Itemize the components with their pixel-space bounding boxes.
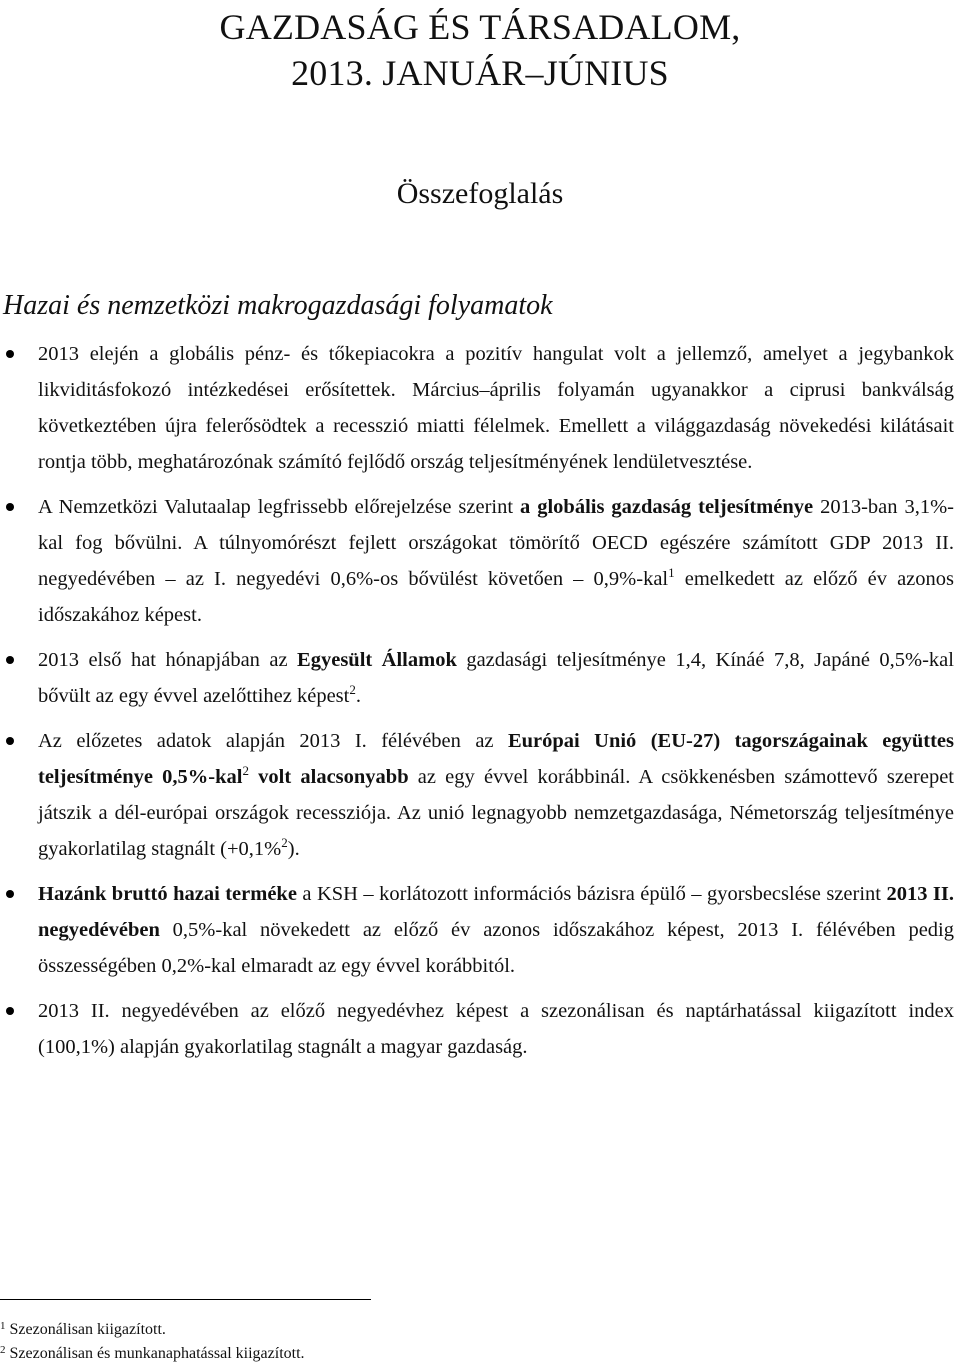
- footnote-divider: [0, 1299, 371, 1300]
- footnote-ref: 1: [668, 565, 675, 580]
- bullet-item-global-markets: [38, 336, 954, 480]
- bullet-text: 2013 elején a globális pénz- és tőkepiacokra a pozitív hangulat volt a jellemző, amelyet a jegybankok likviditásfokozó intézkedései erősítettek. Március–április folyamán ugyanakkor a ciprusi bankválság következtében újra felerősödtek a recesszió miatti félelmek. Emellett a világgazdaság növekedési kilátásait rontja több, meghatározónak számító fejlődő ország teljesítményének lendületvesztése.: [38, 343, 954, 473]
- document-title-line-2: 2013. JANUÁR–JÚNIUS: [291, 53, 669, 93]
- footnotes: [0, 1318, 950, 1366]
- bullet-text: a KSH – korlátozott információs bázisra épülő – gyorsbecslése szerint: [296, 883, 887, 905]
- bullet-bold-text: 2013 II. negyedévében: [38, 883, 954, 941]
- bullet-text: 2013 első hat hónapjában az: [38, 649, 298, 671]
- bullet-text: Az előzetes adatok alapján 2013 I. félévében az: [38, 730, 508, 752]
- footnote-2: [0, 1342, 950, 1366]
- footnote-ref: 2: [349, 682, 356, 697]
- bullet-bold-text: Hazánk bruttó hazai terméke: [38, 883, 297, 905]
- bullet-item-eu: [38, 723, 954, 867]
- bullet-text: 2013 II. negyedévében az előző negyedévhez képest a szezonálisan és naptárhatással kiigazított index (100,1%) alapján gyakorlatilag stagnált a magyar gazdaság.: [38, 1000, 954, 1058]
- footnote-text: Szezonálisan kiigazított.: [5, 1321, 166, 1338]
- bullet-list: [38, 336, 954, 1074]
- footnote-number: 1: [0, 1320, 6, 1332]
- bullet-text: gazdasági teljesítménye 1,4, Kínáé 7,8, Japáné 0,5%-kal bővült az egy évvel azelőttihez képest: [38, 649, 954, 707]
- bullet-text: emelkedett az előző év azonos időszakához képest.: [38, 568, 954, 626]
- bullet-item-hungary-gdp: [38, 876, 954, 984]
- footnote-1: [0, 1318, 950, 1342]
- bullet-bold-text: Európai Unió (EU-27) tagországainak együttes teljesítménye 0,5%-kal: [38, 730, 954, 788]
- bullet-text: A Nemzetközi Valutaalap legfrissebb előrejelzése szerint: [38, 496, 521, 518]
- bullet-icon: [6, 737, 14, 745]
- bullet-item-imf-forecast: [38, 489, 954, 633]
- bullet-bold-text: Egyesült Államok: [297, 649, 457, 671]
- bullet-item-usa: [38, 642, 954, 714]
- footnote-ref: 2: [242, 763, 249, 778]
- document-title-line-1: GAZDASÁG ÉS TÁRSADALOM,: [219, 7, 741, 47]
- bullet-bold-text: volt alacsonyabb: [248, 766, 409, 788]
- bullet-text: 0,5%-kal növekedett az előző év azonos időszakához képest, 2013 I. félévében pedig összességében 0,2%-kal elmaradt az egy évvel korábbitól.: [38, 919, 954, 977]
- bullet-icon: [6, 1007, 14, 1015]
- bullet-text: ).: [287, 838, 300, 860]
- section-heading: Hazai és nemzetközi makrogazdasági folyamatok: [3, 290, 553, 321]
- bullet-icon: [6, 503, 14, 511]
- bullet-icon: [6, 890, 14, 898]
- bullet-text: .: [355, 685, 361, 707]
- footnote-number: 2: [0, 1344, 6, 1356]
- summary-heading: Összefoglalás: [396, 177, 564, 210]
- document-title: [0, 4, 960, 96]
- bullet-text: az egy évvel korábbinál. A csökkenésben számottevő szerepet játszik a dél-európai országok recessziója. Az unió legnagyobb nemzetgazdasága, Németország teljesítménye gyakorlatilag stagnált (+0,1%: [38, 766, 955, 860]
- bullet-text: 2013-ban 3,1%-kal fog bővülni. A túlnyomórészt fejlett országokat tömörítő OECD egészére számított GDP 2013 II. negyedévében – az I. negyedévi 0,6%-os bővülést követően – 0,9%-kal: [38, 496, 954, 590]
- footnote-text: Szezonálisan és munkanaphatással kiigazított.: [5, 1345, 305, 1362]
- bullet-bold-text: a globális gazdaság teljesítménye: [520, 496, 814, 518]
- footnote-ref: 2: [281, 835, 288, 850]
- bullet-icon: [6, 350, 14, 358]
- bullet-icon: [6, 656, 14, 664]
- bullet-item-q2-index: [38, 993, 954, 1065]
